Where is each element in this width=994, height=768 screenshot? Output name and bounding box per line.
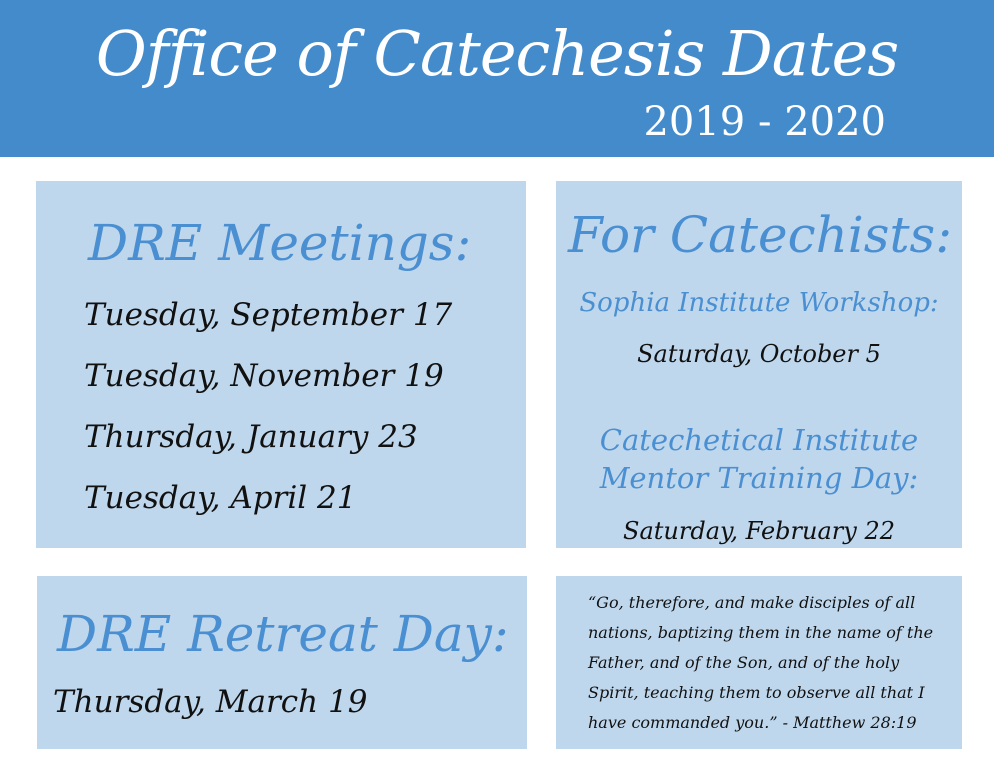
mentor-training-heading [556,421,962,497]
scripture-quote: “Go, therefore, and make disciples of all nations, baptizing them in the name of the Father, and of the Son, and of the holy Spirit, teaching them to observe all that I have commanded you.” - Matthew 28:19 [588,593,934,732]
dre-meetings-panel [36,181,526,548]
dre-meetings-heading: DRE Meetings: [88,214,472,272]
mentor-training-heading-line1: Catechetical Institute [599,423,919,457]
page-year: 2019 - 2020 [643,99,886,145]
list-item: Tuesday, November 19 [84,358,444,394]
list-item: Tuesday, April 21 [84,480,357,516]
page-title: Office of Catechesis Dates [95,17,899,90]
header-banner [0,0,994,157]
retreat-heading: DRE Retreat Day: [57,605,509,663]
retreat-panel [37,576,527,749]
retreat-date: Thursday, March 19 [53,684,368,720]
scripture-quote-panel [556,576,962,749]
list-item: Tuesday, September 17 [84,297,453,333]
mentor-training-heading-line2: Mentor Training Day: [599,461,919,495]
dre-meetings-list [84,285,452,529]
sophia-workshop-heading: Sophia Institute Workshop: [579,288,939,318]
list-item: Thursday, January 23 [84,419,418,455]
catechists-heading: For Catechists: [568,206,953,264]
mentor-training-date: Saturday, February 22 [623,517,895,545]
catechists-panel [556,181,962,548]
sophia-workshop-date: Saturday, October 5 [637,340,881,368]
